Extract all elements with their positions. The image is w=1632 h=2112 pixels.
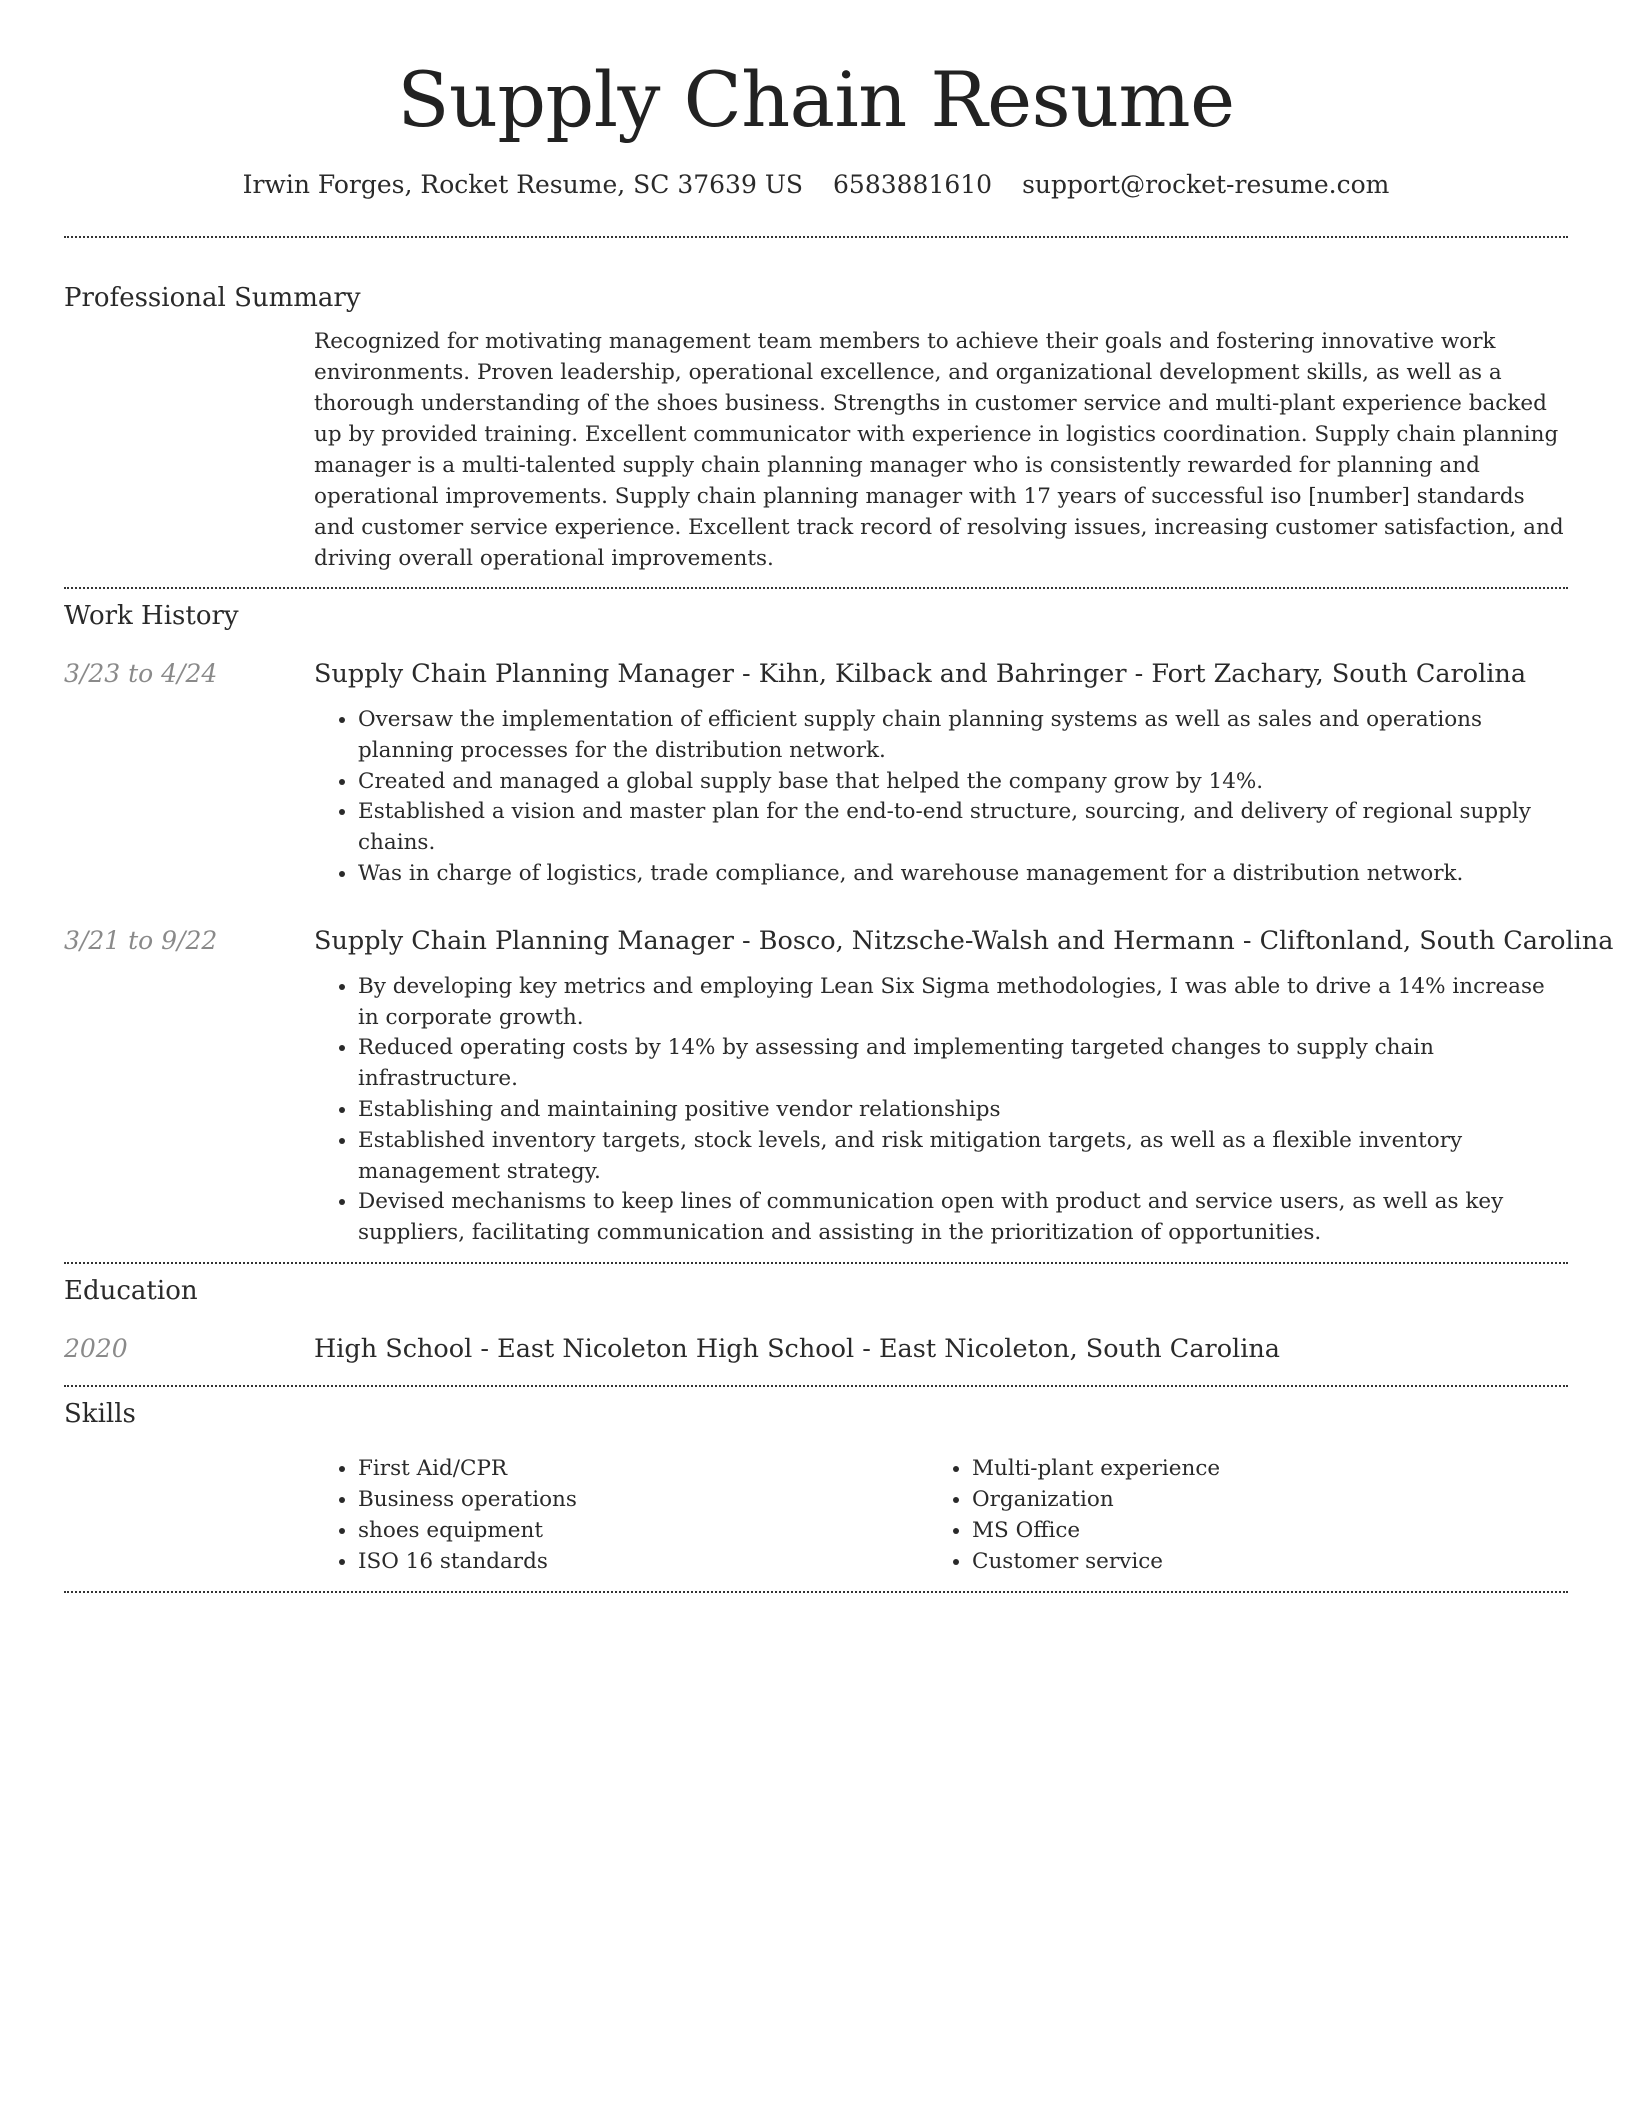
skill-item: • Organization bbox=[972, 1484, 1542, 1515]
skill-item: • ISO 16 standards bbox=[358, 1546, 928, 1577]
contact-email: support@rocket-resume.com bbox=[1022, 170, 1390, 199]
job-bullet: • Established a vision and master plan for the end-to-end structure, sourcing, and delivery of regional supply chains. bbox=[358, 797, 1568, 859]
section-heading-summary: Professional Summary bbox=[64, 283, 361, 313]
skill-item: • shoes equipment bbox=[358, 1515, 928, 1546]
job-dates: 3/21 to 9/22 bbox=[64, 925, 218, 955]
job-bullets bbox=[314, 705, 1568, 890]
job-bullet: • By developing key metrics and employing Lean Six Sigma methodologies, I was able to drive a 14% increase in corporate growth. bbox=[358, 972, 1568, 1034]
skills-list bbox=[314, 1453, 1568, 1577]
skill-item: • Business operations bbox=[358, 1484, 928, 1515]
skills-column-left bbox=[314, 1453, 928, 1577]
job-bullet: • Created and managed a global supply base that helped the company grow by 14%. bbox=[358, 767, 1568, 798]
job-bullet: • Established inventory targets, stock levels, and risk mitigation targets, as well as a flexible inventory management strategy. bbox=[358, 1126, 1568, 1188]
job-dates: 3/23 to 4/24 bbox=[64, 659, 218, 688]
skill-item: • MS Office bbox=[972, 1515, 1542, 1546]
contact-line bbox=[64, 168, 1568, 202]
section-heading-work-history: Work History bbox=[64, 601, 239, 631]
skill-item: • First Aid/CPR bbox=[358, 1453, 928, 1484]
resume-page bbox=[64, 0, 1614, 1593]
education-entry bbox=[64, 1332, 1568, 1366]
job-bullet: • Reduced operating costs by 14% by assessing and implementing targeted changes to supply chain infrastructure. bbox=[358, 1033, 1568, 1095]
job-bullet: • Devised mechanisms to keep lines of communication open with product and service users, as well as key suppliers, facilitating communication and assisting in the prioritization of opportunities. bbox=[358, 1187, 1568, 1249]
section-heading-skills: Skills bbox=[64, 1398, 136, 1429]
contact-phone: 6583881610 bbox=[833, 170, 993, 199]
job-bullet: • Oversaw the implementation of efficient supply chain planning systems as well as sales and operations planning processes for the distribution network. bbox=[358, 705, 1568, 767]
job-bullet: • Was in charge of logistics, trade compliance, and warehouse management for a distribution network. bbox=[358, 859, 1568, 890]
job-title: Supply Chain Planning Manager - Bosco, Nitzsche-Walsh and Hermann - Cliftonland, South Carolina bbox=[314, 925, 1614, 956]
education-title: High School - East Nicoleton High School - East Nicoleton, South Carolina bbox=[314, 1333, 1280, 1364]
job-entry bbox=[64, 924, 1614, 1249]
skill-item: • Multi-plant experience bbox=[972, 1453, 1542, 1484]
divider bbox=[64, 236, 1568, 238]
job-bullet: • Establishing and maintaining positive vendor relationships bbox=[358, 1095, 1568, 1126]
job-entry bbox=[64, 657, 1568, 890]
contact-address: Irwin Forges, Rocket Resume, SC 37639 US bbox=[242, 170, 804, 199]
skill-item: • Customer service bbox=[972, 1546, 1542, 1577]
job-title: Supply Chain Planning Manager - Kihn, Kilback and Bahringer - Fort Zachary, South Carolina bbox=[314, 659, 1527, 689]
divider bbox=[64, 1591, 1568, 1593]
divider bbox=[64, 1262, 1568, 1264]
resume-title: Supply Chain Resume bbox=[397, 55, 1235, 144]
skills-column-right bbox=[928, 1453, 1542, 1577]
divider bbox=[64, 1385, 1568, 1387]
education-year: 2020 bbox=[64, 1333, 128, 1363]
summary-text: Recognized for motivating management team members to achieve their goals and fostering innovative work environments. Proven leadership, operational excellence, and organizational development skills, as well as a thorough understanding of the shoes business. Strengths in customer service and multi-plant experience backed up by provided training. Excellent communicator with experience in logistics coordination. Supply chain planning manager is a multi-talented supply chain planning manager who is consistently rewarded for planning and operational improvements. Supply chain planning manager with 17 years of successful iso [number] standards and customer service experience. Excellent track record of resolving issues, increasing customer satisfaction, and driving overall operational improvements. bbox=[314, 329, 1564, 571]
divider bbox=[64, 587, 1568, 589]
job-bullets bbox=[314, 972, 1568, 1249]
section-heading-education: Education bbox=[64, 1275, 198, 1306]
